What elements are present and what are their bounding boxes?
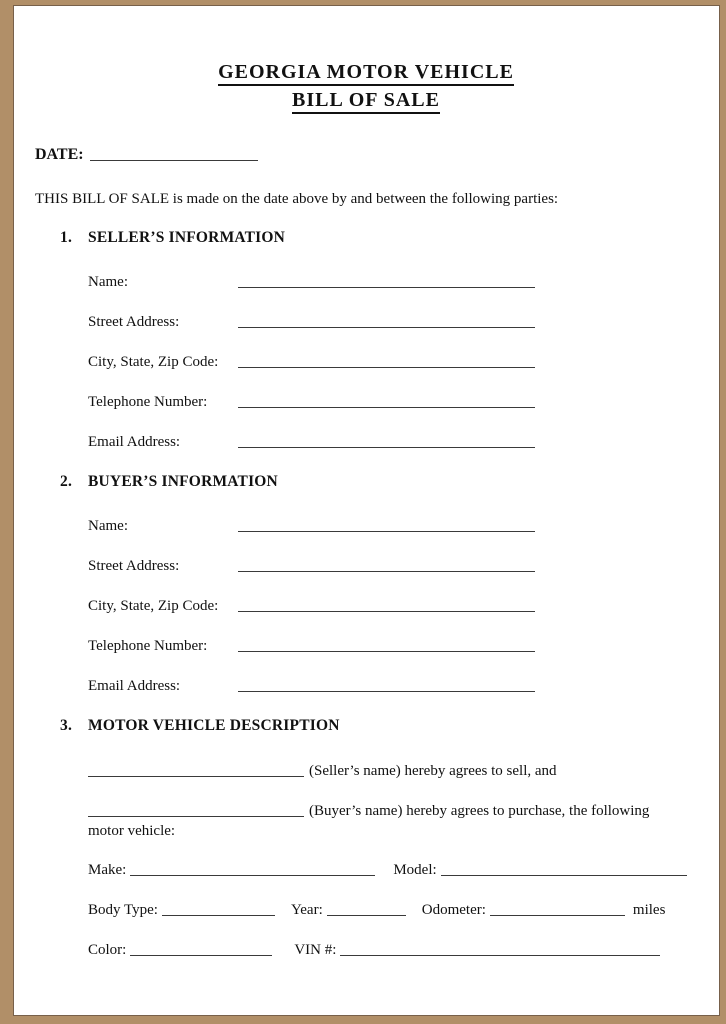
vin-fill-line <box>340 943 660 956</box>
section-1-heading: 1. SELLER’S INFORMATION <box>60 229 286 246</box>
buyer-email-label: Email Address: <box>88 678 181 694</box>
color-label: Color: <box>88 942 127 958</box>
seller-street-fill-line <box>238 315 535 328</box>
field-row-seller-street <box>88 313 697 331</box>
section-2-heading: 2. BUYER’S INFORMATION <box>60 473 278 490</box>
make-fill-line <box>130 863 375 876</box>
section-1-number: 1. <box>60 229 73 246</box>
vin-label: VIN #: <box>294 942 337 958</box>
seller-agree-clause: (Seller’s name) hereby agrees to sell, and <box>88 761 697 781</box>
date-label: DATE: <box>35 146 84 163</box>
buyer-name-fill-line <box>238 519 535 532</box>
field-row-seller-name <box>88 273 697 291</box>
buyer-phone-fill-line <box>238 639 535 652</box>
buyer-name-blank-line <box>88 804 304 817</box>
section-2-number: 2. <box>60 473 73 490</box>
section-3-number: 3. <box>60 717 73 734</box>
buyer-name-label: Name: <box>88 518 128 534</box>
buyer-city-label: City, State, Zip Code: <box>88 598 219 614</box>
buyer-city-fill-line <box>238 599 535 612</box>
body-type-label: Body Type: <box>88 902 158 918</box>
seller-email-fill-line <box>238 435 535 448</box>
field-row-buyer-phone <box>88 637 697 655</box>
field-row-buyer-name <box>88 517 697 535</box>
section-vehicle <box>60 717 697 959</box>
body-type-fill-line <box>162 903 275 916</box>
form-title-line-2: BILL OF SALE <box>35 86 697 114</box>
bill-of-sale-page <box>13 5 720 1016</box>
section-3-heading: 3. MOTOR VEHICLE DESCRIPTION <box>60 717 340 734</box>
miles-suffix: miles <box>632 902 666 918</box>
buyer-email-fill-line <box>238 679 535 692</box>
seller-city-label: City, State, Zip Code: <box>88 354 219 370</box>
seller-name-fill-line <box>238 275 535 288</box>
model-label: Model: <box>393 862 437 878</box>
date-fill-line <box>90 148 258 161</box>
seller-name-label: Name: <box>88 274 128 290</box>
field-row-seller-phone <box>88 393 697 411</box>
color-fill-line <box>130 943 272 956</box>
buyer-agree-clause-wrap: motor vehicle: <box>88 823 176 839</box>
date-row <box>35 146 697 164</box>
seller-street-label: Street Address: <box>88 314 180 330</box>
seller-phone-label: Telephone Number: <box>88 394 208 410</box>
model-fill-line <box>441 863 687 876</box>
field-row-buyer-email <box>88 677 697 695</box>
vehicle-row-body-year-odometer <box>88 901 697 919</box>
vehicle-row-make-model <box>88 861 697 879</box>
seller-email-label: Email Address: <box>88 434 181 450</box>
form-title-line-1: GEORGIA MOTOR VEHICLE <box>35 58 697 86</box>
form-title <box>35 58 697 114</box>
vehicle-row-color-vin <box>88 941 697 959</box>
odometer-label: Odometer: <box>421 902 486 918</box>
year-fill-line <box>327 903 406 916</box>
buyer-agree-clause: (Buyer’s name) hereby agrees to purchase, the following motor vehicle: <box>88 803 650 839</box>
buyer-phone-label: Telephone Number: <box>88 638 208 654</box>
section-buyer <box>60 473 697 695</box>
field-row-buyer-city <box>88 597 697 615</box>
seller-name-blank-line <box>88 764 304 777</box>
make-label: Make: <box>88 862 127 878</box>
seller-phone-fill-line <box>238 395 535 408</box>
field-row-seller-city <box>88 353 697 371</box>
year-label: Year: <box>290 902 323 918</box>
odometer-fill-line <box>490 903 625 916</box>
buyer-street-label: Street Address: <box>88 558 180 574</box>
buyer-street-fill-line <box>238 559 535 572</box>
field-row-buyer-street <box>88 557 697 575</box>
section-seller <box>60 229 697 451</box>
field-row-seller-email <box>88 433 697 451</box>
intro-text: THIS BILL OF SALE is made on the date above by and between the following parties: <box>35 191 559 207</box>
seller-city-fill-line <box>238 355 535 368</box>
